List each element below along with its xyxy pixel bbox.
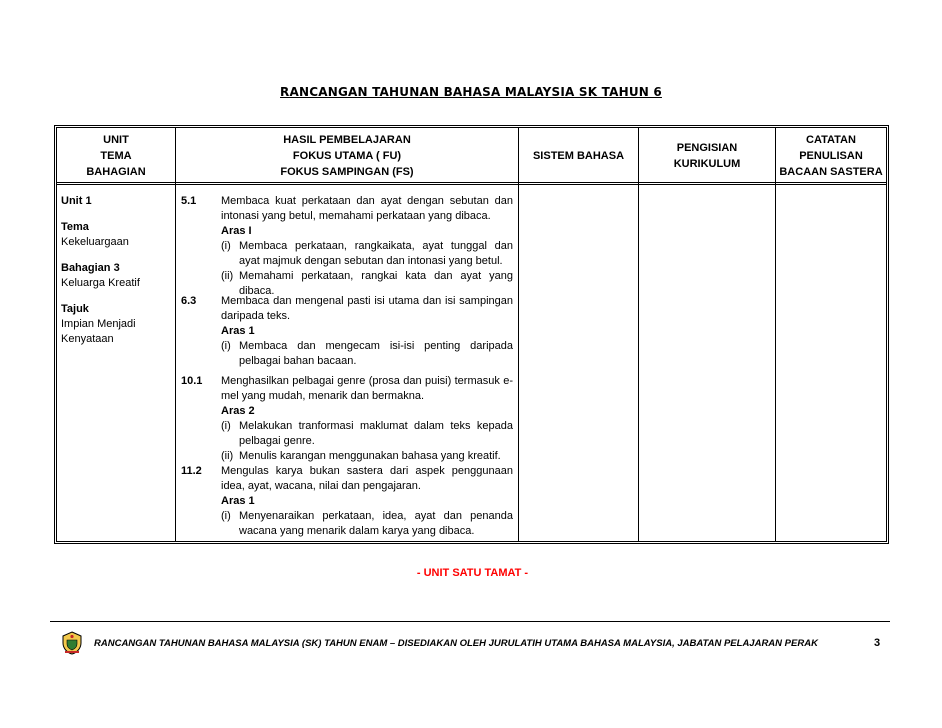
column-divider xyxy=(775,128,776,541)
footer-divider xyxy=(50,621,890,622)
plan-table xyxy=(54,125,889,544)
outcome-code: 5.1 xyxy=(181,195,197,207)
item-text: Menyenaraikan perkataan, idea, ayat dan penanda wacana yang menarik dalam karya yang dibaca. xyxy=(239,510,513,537)
unit-label: Unit 1 xyxy=(61,195,92,207)
outcome-level: Aras I xyxy=(221,225,252,237)
outcome-code: 11.2 xyxy=(181,465,202,477)
bahagian-value: Keluarga Kreatif xyxy=(61,277,140,289)
tema-label: Tema xyxy=(61,221,89,233)
outcome-level: Aras 1 xyxy=(221,325,255,337)
column-divider xyxy=(175,128,176,541)
outcome-item xyxy=(221,449,513,464)
header-unit: UNIT TEMA BAHAGIAN xyxy=(86,134,146,178)
item-marker: (i) xyxy=(221,420,231,432)
outcome-text: Menghasilkan pelbagai genre (prosa dan puisi) termasuk e-mel yang mudah, menarik dan bermakna. xyxy=(221,375,513,402)
header-divider xyxy=(57,182,886,185)
tajuk-value: Kenyataan xyxy=(61,333,114,345)
outcome-level: Aras 2 xyxy=(221,405,255,417)
outcome-item xyxy=(221,419,513,449)
header-catatan: CATATAN PENULISAN BACAAN SASTERA xyxy=(779,134,883,178)
item-marker: (i) xyxy=(221,510,231,522)
outcome-item xyxy=(221,239,513,269)
header-hasil-pembelajaran: HASIL PEMBELAJARAN FOKUS UTAMA ( FU) FOKUS SAMPINGAN (FS) xyxy=(280,134,414,178)
item-text: Membaca dan mengecam isi-isi penting daripada pelbagai bahan bacaan. xyxy=(239,340,513,367)
outcome-description xyxy=(221,294,513,369)
bahagian-label: Bahagian 3 xyxy=(61,262,120,274)
outcome-code: 6.3 xyxy=(181,295,197,307)
item-marker: (ii) xyxy=(221,270,234,282)
outcome-text: Membaca dan mengenal pasti isi utama dan isi sampingan daripada teks. xyxy=(221,295,513,322)
header-sistem-bahasa: SISTEM BAHASA xyxy=(532,150,625,162)
item-text: Melakukan tranformasi maklumat dalam teks kepada pelbagai genre. xyxy=(239,420,513,447)
outcome-description xyxy=(221,374,513,464)
outcome-text: Membaca kuat perkataan dan ayat dengan sebutan dan intonasi yang betul, memahami perkataan yang dibaca. xyxy=(221,195,513,222)
unit-column xyxy=(61,194,171,347)
header-pengisian-kurikulum: PENGISIAN KURIKULUM xyxy=(673,142,741,170)
outcome-item xyxy=(221,339,513,369)
column-divider xyxy=(518,128,519,541)
footer-text: RANCANGAN TAHUNAN BAHASA MALAYSIA (SK) TAHUN ENAM – DISEDIAKAN OLEH JURULATIH UTAMA BAHASA MALAYSIA, JABATAN PELAJARAN PERAK xyxy=(94,638,818,649)
tajuk-value: Impian Menjadi xyxy=(61,318,136,330)
item-marker: (ii) xyxy=(221,450,234,462)
column-divider xyxy=(638,128,639,541)
item-marker: (i) xyxy=(221,240,231,252)
item-text: Memahami perkataan, rangkai kata dan ayat yang dibaca. xyxy=(239,270,513,297)
outcome-description xyxy=(221,194,513,299)
item-text: Membaca perkataan, rangkaikata, ayat tunggal dan ayat majmuk dengan sebutan dan intonasi yang betul. xyxy=(239,240,513,267)
item-text: Menulis karangan menggunakan bahasa yang kreatif. xyxy=(239,450,501,462)
document-title: RANCANGAN TAHUNAN BAHASA MALAYSIA SK TAHUN 6 xyxy=(280,85,662,99)
outcome-item xyxy=(221,509,513,539)
tajuk-label: Tajuk xyxy=(61,303,89,315)
outcome-code: 10.1 xyxy=(181,375,203,387)
outcome-level: Aras 1 xyxy=(221,495,255,507)
page-number: 3 xyxy=(874,637,881,649)
outcome-text: Mengulas karya bukan sastera dari aspek penggunaan idea, ayat, wacana, nilai dan pengajaran. xyxy=(221,465,513,492)
tema-value: Kekeluargaan xyxy=(61,236,129,248)
crest-icon xyxy=(60,631,84,655)
unit-end-note: - UNIT SATU TAMAT - xyxy=(416,567,529,579)
item-marker: (i) xyxy=(221,340,231,352)
outcome-description xyxy=(221,464,513,539)
